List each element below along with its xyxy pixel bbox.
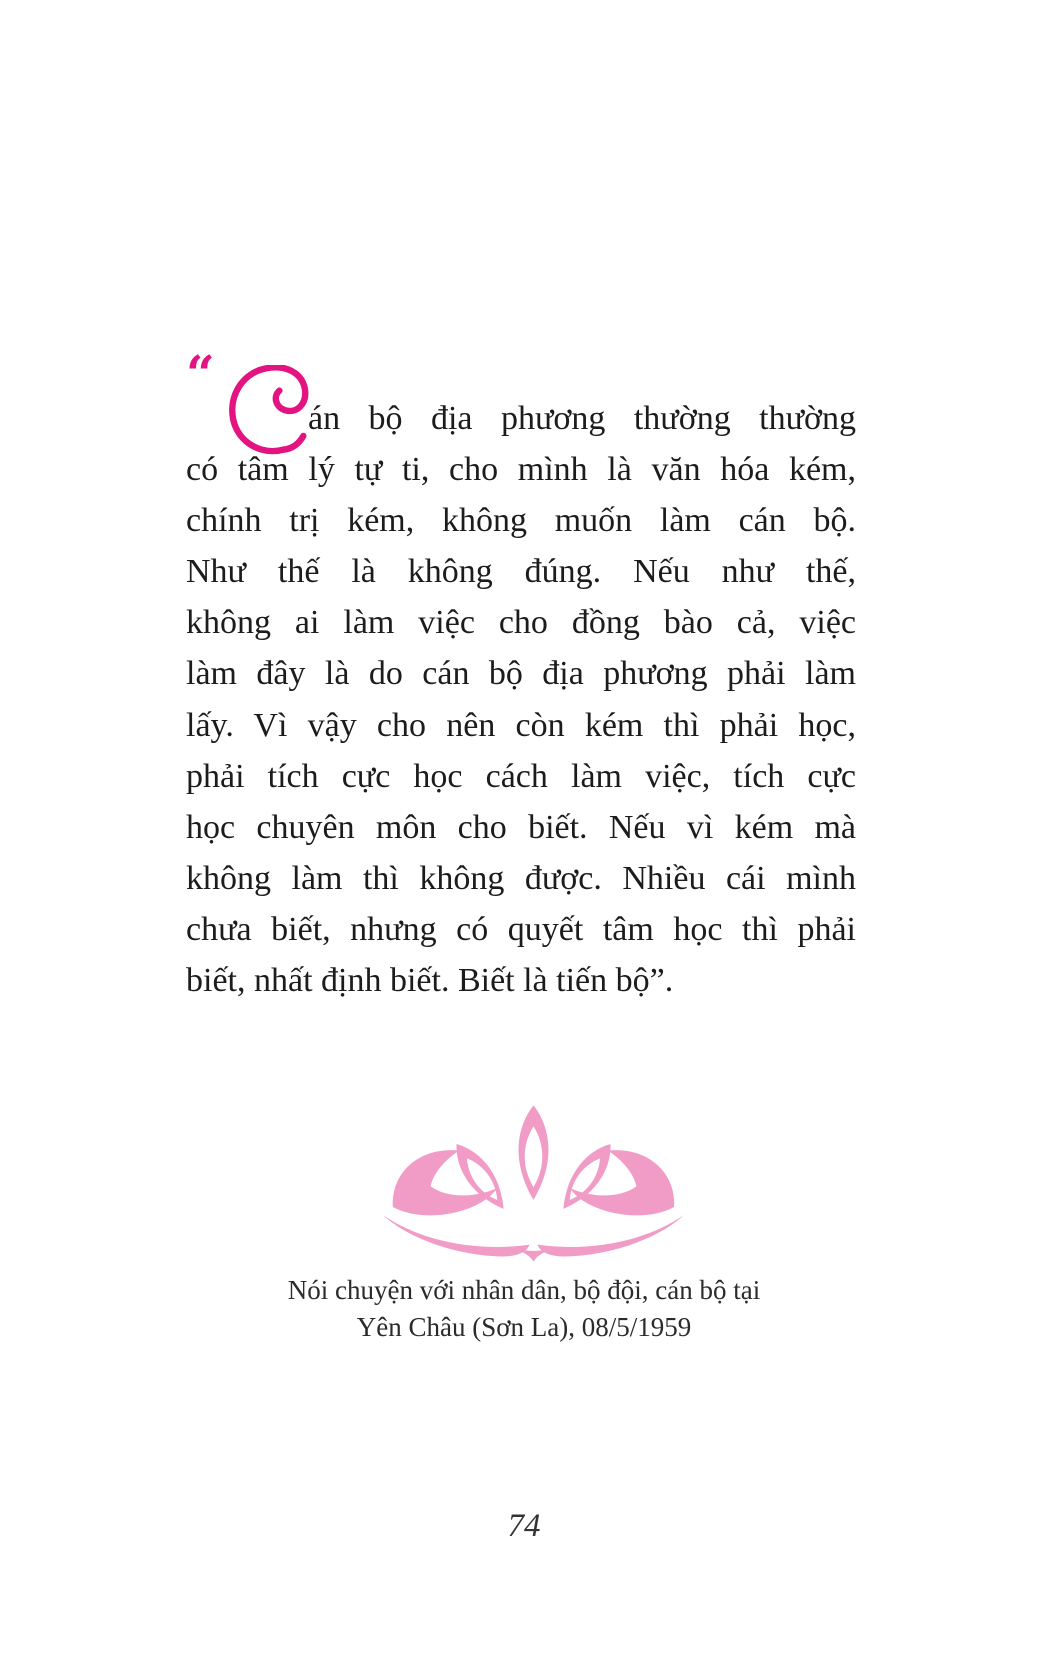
dropcap-wrap [186, 344, 308, 429]
open-quote-mark: “ [186, 344, 215, 403]
quote-line: làm đây là do cán bộ địa phương phải làm [186, 655, 856, 693]
quote-line: biết, nhất định biết. Biết là tiến bộ”. [186, 962, 674, 1000]
quote-line: không làm thì không được. Nhiều cái mình [186, 859, 856, 897]
quote-block [186, 344, 856, 1006]
quote-line: chính trị kém, không muốn làm cán bộ. [186, 502, 856, 540]
quote-line-text: án bộ địa phương thường thường [308, 400, 856, 437]
quote-line [186, 344, 856, 444]
script-letter-c-icon [226, 365, 314, 459]
quote-line: Như thế là không đúng. Nếu như thế, [186, 553, 856, 591]
quote-line: có tâm lý tự ti, cho mình là văn hóa kém, [186, 451, 856, 489]
page-number: 74 [507, 1508, 541, 1544]
quote-line: lấy. Vì vậy cho nên còn kém thì phải học, [186, 706, 856, 744]
quote-line: học chuyên môn cho biết. Nếu vì kém mà [186, 808, 856, 846]
attribution-line-1: Nói chuyện với nhân dân, bộ đội, cán bộ tại [287, 1275, 761, 1305]
attribution [0, 1272, 1048, 1346]
attribution-line-2: Yên Châu (Sơn La), 08/5/1959 [356, 1312, 692, 1342]
lotus-ornament [380, 1106, 687, 1264]
quote-line: phải tích cực học cách làm việc, tích cực [186, 757, 856, 795]
quote-line: không ai làm việc cho đồng bào cả, việc [186, 604, 856, 642]
lotus-flower-icon [380, 1106, 687, 1264]
quote-line: chưa biết, nhưng có quyết tâm học thì phải [186, 910, 856, 948]
